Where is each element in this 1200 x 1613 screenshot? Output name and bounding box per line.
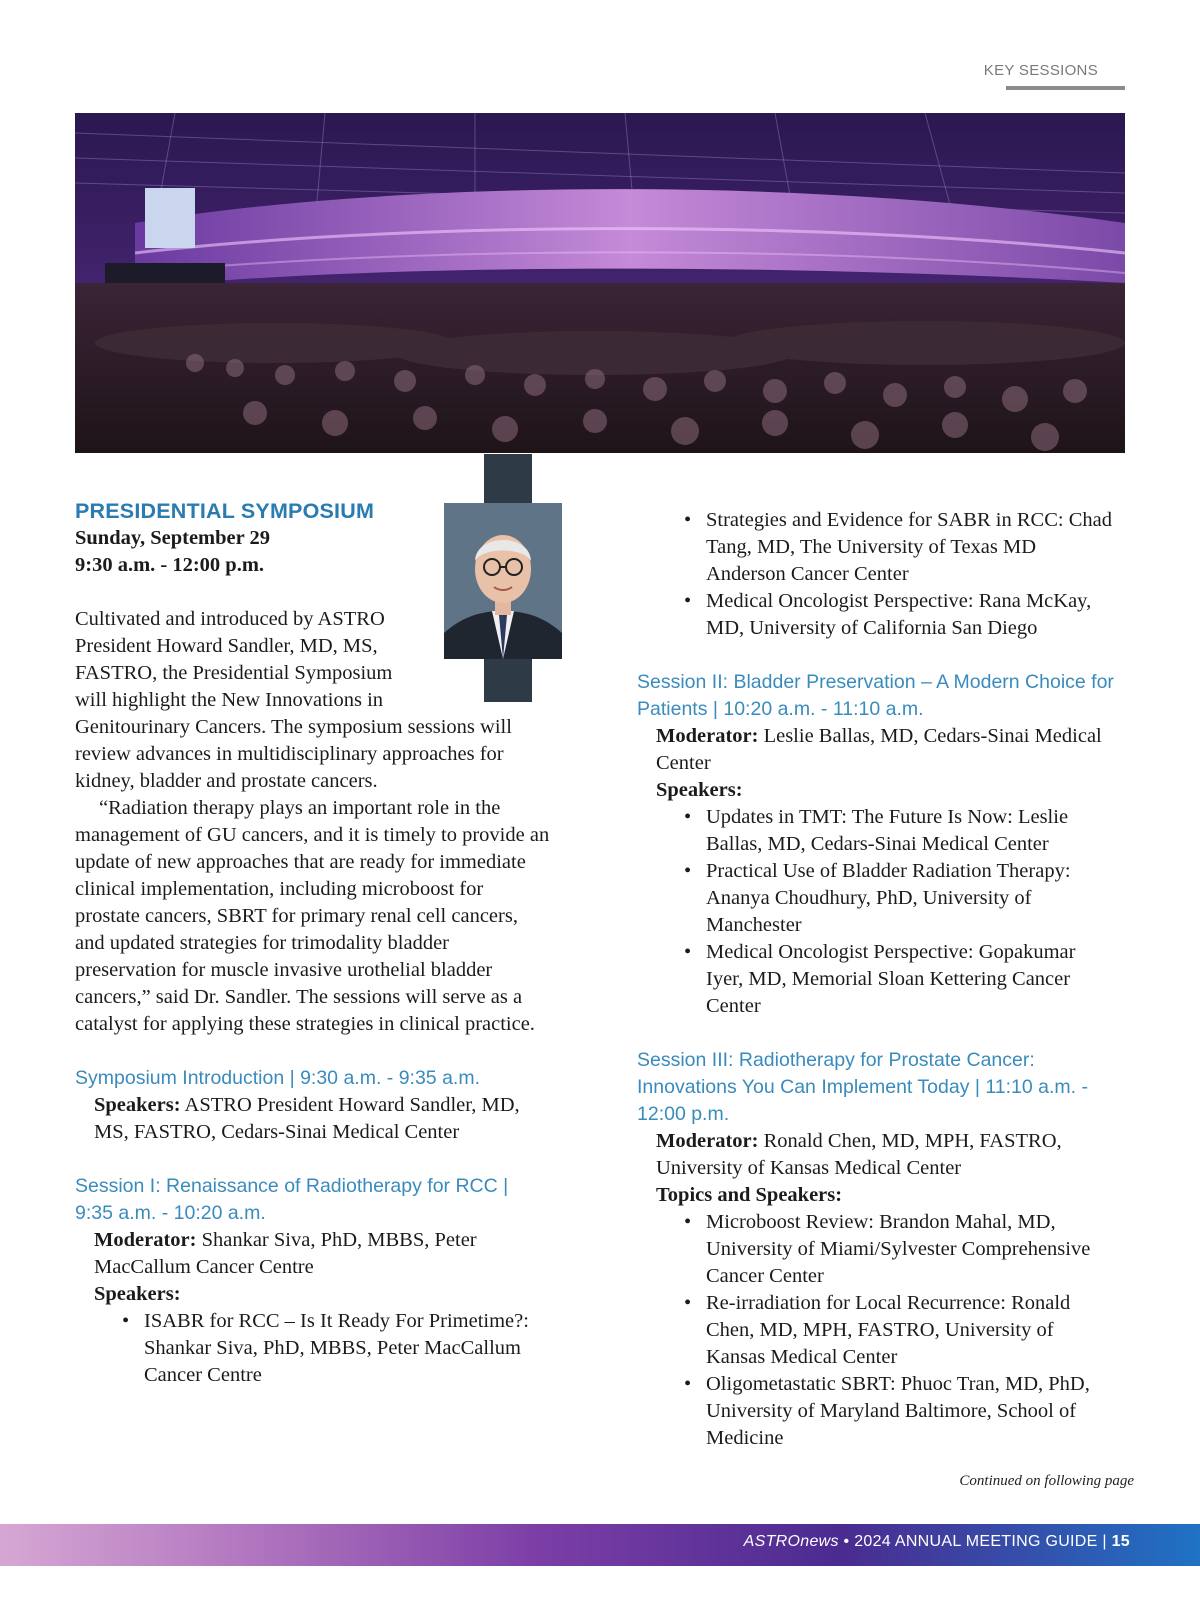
session-2-speaker-list bbox=[637, 804, 1117, 1020]
session-1-title: Session I: Renaissance of Radiotherapy for RCC | 9:35 a.m. - 10:20 a.m. bbox=[75, 1175, 509, 1224]
intro-session-speakers bbox=[75, 1092, 550, 1146]
footer-separator: • bbox=[843, 1533, 850, 1550]
page-number: 15 bbox=[1111, 1533, 1130, 1550]
moderator-text: Leslie Ballas, MD, Cedars-Sinai Medical Center bbox=[656, 725, 1102, 774]
speakers-label: Speakers: bbox=[94, 1094, 181, 1116]
guide-title: 2024 ANNUAL MEETING GUIDE bbox=[854, 1533, 1098, 1550]
section-tag: KEY SESSIONS bbox=[983, 62, 1098, 79]
list-item: • Microboost Review: Brandon Mahal, MD, University of Miami/Sylvester Comprehensive Cancer Center bbox=[706, 1209, 1117, 1290]
list-item: • Medical Oncologist Perspective: Rana McKay, MD, University of California San Diego bbox=[706, 588, 1117, 642]
session-1-speaker-list bbox=[75, 1308, 550, 1389]
moderator-text: Shankar Siva, PhD, MBBS, Peter MacCallum Cancer Centre bbox=[94, 1229, 477, 1278]
session-2-speakers-label: Speakers: bbox=[656, 779, 743, 801]
moderator-label: Moderator: bbox=[656, 725, 759, 747]
session-2-title: Session II: Bladder Preservation – A Modern Choice for Patients | 10:20 a.m. - 11:10 a.m. bbox=[637, 671, 1114, 720]
continued-note: Continued on following page bbox=[959, 1473, 1134, 1489]
list-item: • Updates in TMT: The Future Is Now: Leslie Ballas, MD, Cedars-Sinai Medical Center bbox=[706, 804, 1117, 858]
session-3-speaker-list bbox=[637, 1209, 1117, 1452]
moderator-text: Ronald Chen, MD, MPH, FASTRO, University of Kansas Medical Center bbox=[656, 1130, 1062, 1179]
intro-line: President Howard Sandler, MD, MS, bbox=[75, 635, 378, 657]
footer-divider: | bbox=[1102, 1533, 1107, 1550]
symposium-headline: PRESIDENTIAL SYMPOSIUM bbox=[75, 499, 375, 523]
session-1-speakers-label: Speakers: bbox=[94, 1283, 181, 1305]
session-2-moderator bbox=[637, 723, 1117, 777]
session-3-moderator bbox=[637, 1128, 1117, 1182]
intro-session-title: Symposium Introduction | 9:30 a.m. - 9:35 a.m. bbox=[75, 1067, 480, 1089]
list-item: • Practical Use of Bladder Radiation Therapy: Ananya Choudhury, PhD, University of Manchester bbox=[706, 858, 1117, 939]
right-column bbox=[637, 507, 1117, 1452]
list-item: • Medical Oncologist Perspective: Gopakumar Iyer, MD, Memorial Sloan Kettering Cancer Center bbox=[706, 939, 1117, 1020]
publication-name: ASTROnews bbox=[743, 1533, 839, 1550]
moderator-label: Moderator: bbox=[656, 1130, 759, 1152]
intro-line: will highlight the New Innovations in bbox=[75, 689, 384, 711]
intro-line: Cultivated and introduced by ASTRO bbox=[75, 608, 385, 630]
list-item: • ISABR for RCC – Is It Ready For Primetime?: Shankar Siva, PhD, MBBS, Peter MacCallum Cancer Centre bbox=[144, 1308, 550, 1389]
session-1-moderator bbox=[75, 1227, 550, 1281]
footer-text bbox=[744, 1533, 1130, 1551]
intro-line: FASTRO, the Presidential Symposium bbox=[75, 662, 393, 684]
list-item: • Strategies and Evidence for SABR in RCC: Chad Tang, MD, The University of Texas MD Anderson Cancer Center bbox=[706, 507, 1117, 588]
intro-paragraph: Genitourinary Cancers. The symposium sessions will review advances in multidisciplinary approaches for kidney, bladder and prostate cancers. bbox=[75, 716, 512, 792]
list-item: • Oligometastatic SBRT: Phuoc Tran, MD, PhD, University of Maryland Baltimore, School of Medicine bbox=[706, 1371, 1117, 1452]
symposium-time: 9:30 a.m. - 12:00 p.m. bbox=[75, 554, 265, 576]
session-1-speaker-list-continued bbox=[637, 507, 1117, 642]
left-column bbox=[75, 497, 550, 1389]
list-item: • Re-irradiation for Local Recurrence: Ronald Chen, MD, MPH, FASTRO, University of Kansas Medical Center bbox=[706, 1290, 1117, 1371]
section-tag-underline bbox=[1006, 86, 1125, 90]
footer-band bbox=[0, 1524, 1200, 1566]
conference-hall-photo bbox=[75, 113, 1125, 453]
symposium-date: Sunday, September 29 bbox=[75, 527, 270, 549]
session-3-speakers-label: Topics and Speakers: bbox=[656, 1184, 843, 1206]
session-3-title: Session III: Radiotherapy for Prostate Cancer: Innovations You Can Implement Today | 11:10 a.m. - 12:00 p.m. bbox=[637, 1049, 1088, 1125]
speakers-text: ASTRO President Howard Sandler, MD, MS, FASTRO, Cedars-Sinai Medical Center bbox=[94, 1094, 520, 1143]
moderator-label: Moderator: bbox=[94, 1229, 197, 1251]
quote-paragraph: “Radiation therapy plays an important role in the management of GU cancers, and it is timely to provide an update of new approaches that are ready for immediate clinical implementation, including microboost for prostate cancers, SBRT for primary renal cell cancers, and updated strategies for trimodality bladder preservation for muscle invasive urothelial bladder cancers,” said Dr. Sandler. The sessions will serve as a catalyst for applying these strategies in clinical practice. bbox=[75, 797, 550, 1035]
